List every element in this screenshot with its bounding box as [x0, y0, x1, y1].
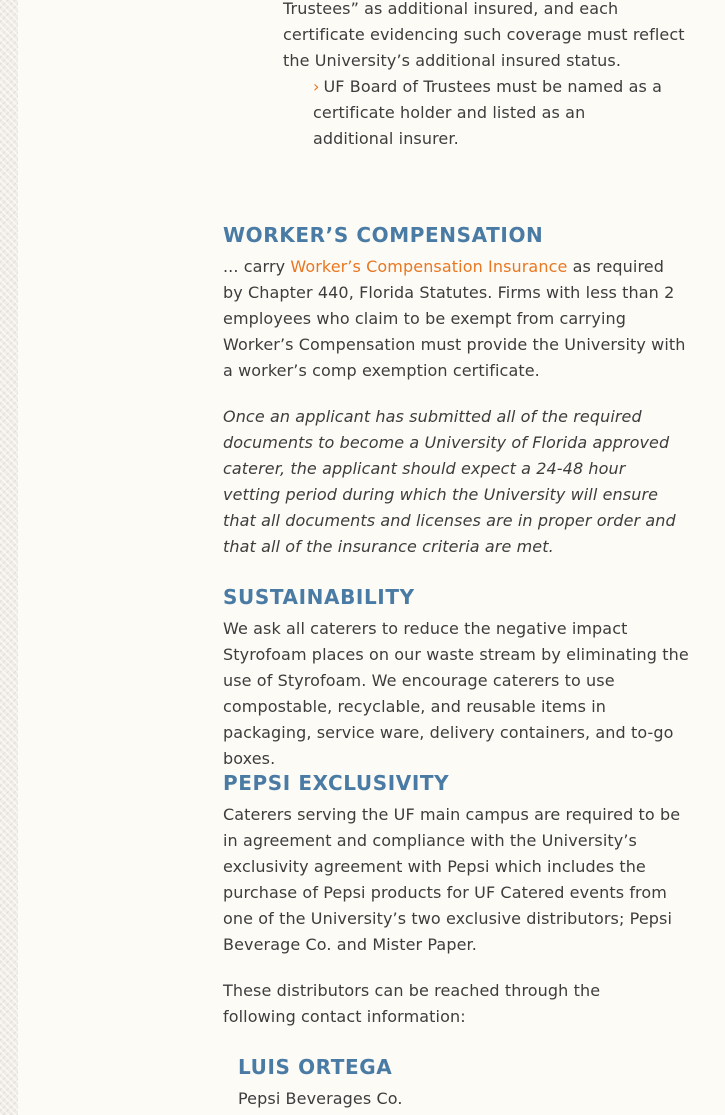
contact-company: Pepsi Beverages Co. [238, 1089, 403, 1108]
contact-name-heading: LUIS ORTEGA [238, 1055, 393, 1079]
workers-comp-text [223, 254, 688, 384]
sustainability-heading: SUSTAINABILITY [223, 585, 415, 609]
pepsi-exclusivity-heading: PEPSI EXCLUSIVITY [223, 771, 450, 795]
chevron-right-icon: › [313, 77, 320, 96]
distributor-contact-intro: These distributors can be reached through the following contact information: [223, 981, 601, 1026]
workers-comp-insurance-link[interactable]: Worker’s Compensation Insurance [290, 257, 568, 276]
insurance-continuation: Trustees” as additional insured, and each certificate evidencing such coverage must reflect the University’s additional insured status. [283, 0, 685, 70]
sustainability-text: We ask all caterers to reduce the negative impact Styrofoam places on our waste stream by eliminating the use of Styrofoam. We encourage caterers to use compostable, recyclable, and reusable items in packaging, service ware, delivery containers, and to-go boxes. [223, 619, 689, 768]
insurance-bullet-item [313, 74, 663, 152]
pepsi-exclusivity-text: Caterers serving the UF main campus are required to be in agreement and compliance with the University’s exclusivity agreement with Pepsi which includes the purchase of Pepsi products for UF Catered events from one of the University’s two exclusive distributors; Pepsi Beverage Co. and Mister Paper. [223, 805, 681, 954]
vetting-period-note: Once an applicant has submitted all of the required documents to become a University of Florida approved caterer, the applicant should expect a 24-48 hour vetting period during which the University will ensure that all documents and licenses are in proper order and that all of the insurance criteria are met. [223, 407, 676, 556]
workers-comp-text-prefix: ... carry [223, 257, 291, 276]
workers-comp-text-suffix: as required by Chapter 440, Florida Statutes. Firms with less than 2 employees who claim to be exempt from carrying Worker’s Compensation must provide the University with a worker’s comp exemption certificate. [223, 257, 686, 380]
workers-comp-heading: WORKER’S COMPENSATION [223, 223, 544, 247]
side-texture-strip [0, 0, 18, 1115]
insurance-bullet-text: UF Board of Trustees must be named as a certificate holder and listed as an additional insurer. [313, 77, 663, 148]
